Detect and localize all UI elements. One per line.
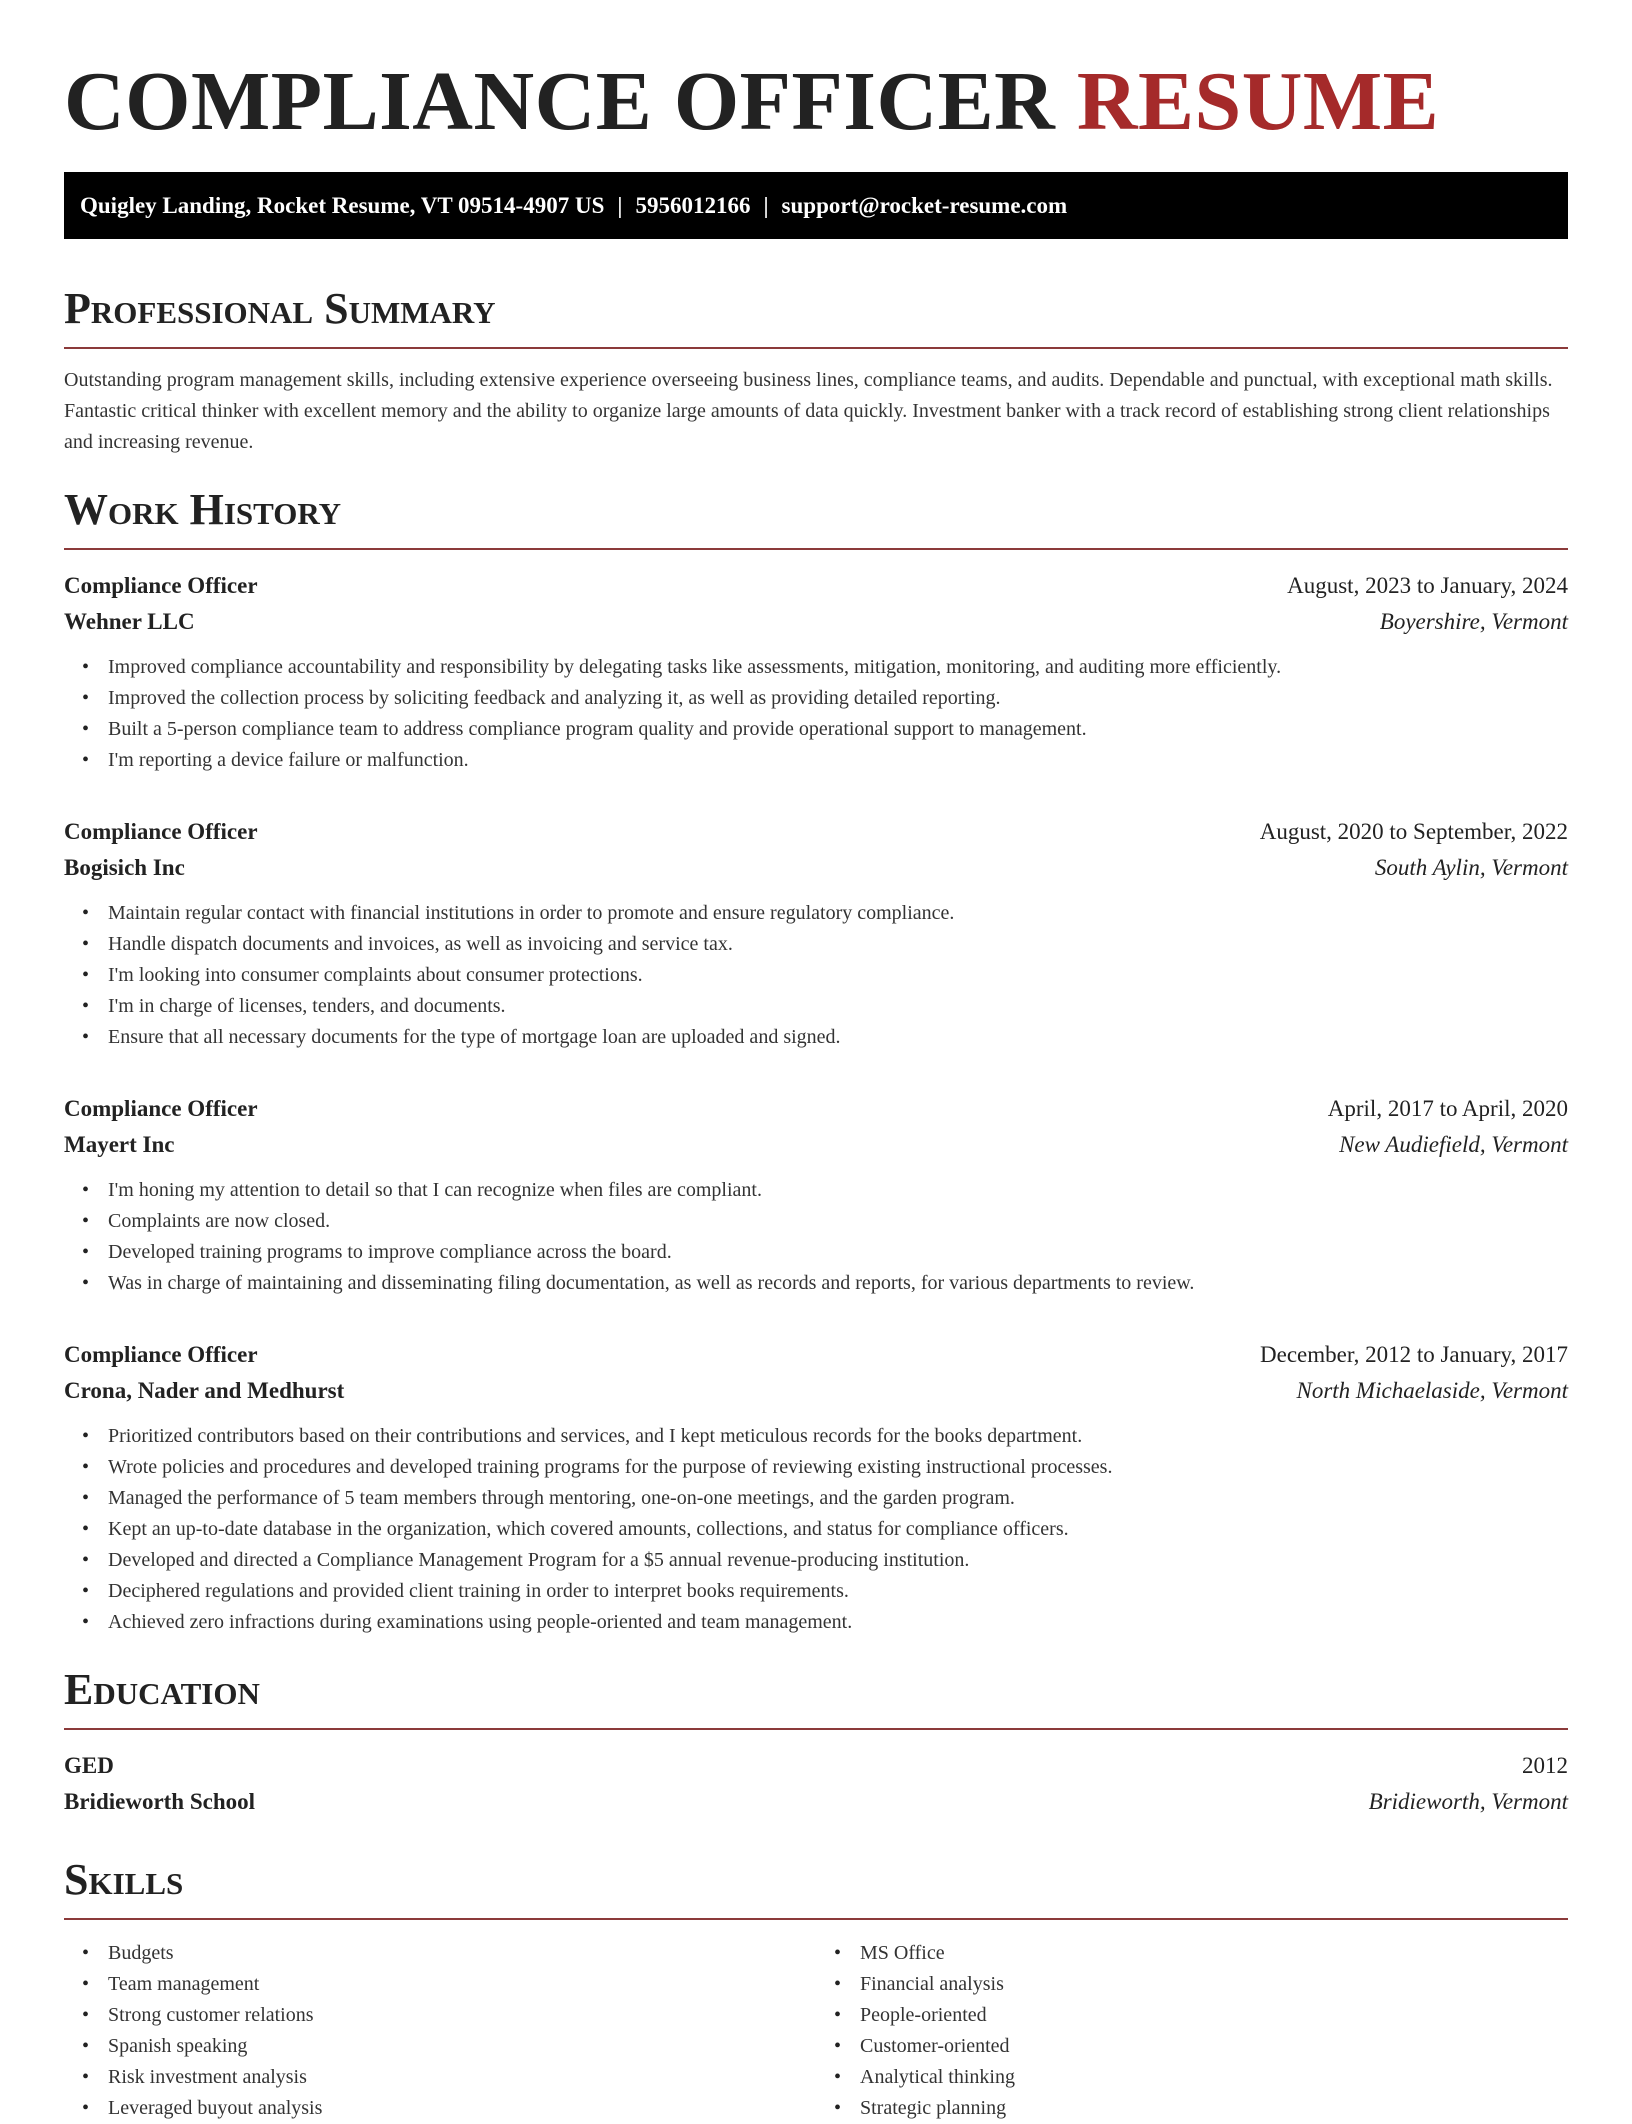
list-item: • I'm looking into consumer complaints about consumer protections. <box>108 960 1568 991</box>
list-item: • Improved the collection process by soliciting feedback and analyzing it, as well as providing detailed reporting. <box>108 683 1568 714</box>
contact-separator: | <box>617 193 623 218</box>
job-dates: August, 2020 to September, 2022 <box>1259 819 1568 844</box>
summary-heading: Professional Summary <box>64 283 1568 349</box>
job-company: Wehner LLC <box>64 609 195 634</box>
skills-columns <box>64 1938 1568 2124</box>
contact-separator: | <box>763 193 769 218</box>
contact-bar <box>64 172 1568 239</box>
skill-item: • Strategic planning <box>860 2093 1568 2124</box>
job-bullets <box>64 898 1568 1053</box>
education-location: Bridieworth, Vermont <box>1368 1789 1568 1814</box>
skills-right-column <box>816 1938 1568 2124</box>
summary-section <box>64 283 1568 458</box>
title-accent: RESUME <box>1076 55 1440 148</box>
list-item: • Built a 5-person compliance team to address compliance program quality and provide operational support to management. <box>108 714 1568 745</box>
job-location: North Michaelaside, Vermont <box>1296 1378 1568 1403</box>
job-location: New Audiefield, Vermont <box>1339 1132 1568 1157</box>
job-location: South Aylin, Vermont <box>1374 855 1568 880</box>
job-company: Bogisich Inc <box>64 855 185 880</box>
job-company: Mayert Inc <box>64 1132 175 1157</box>
summary-text: Outstanding program management skills, including extensive experience overseeing business lines, compliance teams, and audits. Dependable and punctual, with exceptional math skills. Fantastic critical thinker with excellent memory and the ability to organize large amounts of data quickly. Investment banker with a track record of establishing strong client relationships and increasing revenue. <box>64 369 1553 453</box>
job-entry <box>64 1091 1568 1299</box>
list-item: • Developed training programs to improve compliance across the board. <box>108 1237 1568 1268</box>
skill-item: • Spanish speaking <box>108 2031 816 2062</box>
list-item: • Maintain regular contact with financial institutions in order to promote and ensure regulatory compliance. <box>108 898 1568 929</box>
job-bullets <box>64 1421 1568 1638</box>
job-company: Crona, Nader and Medhurst <box>64 1378 345 1403</box>
education-degree: GED <box>64 1753 114 1778</box>
job-entry <box>64 814 1568 1053</box>
resume-title <box>64 52 1568 152</box>
work-history-heading: Work History <box>64 484 1568 550</box>
list-item: • I'm honing my attention to detail so that I can recognize when files are compliant. <box>108 1175 1568 1206</box>
job-dates: December, 2012 to January, 2017 <box>1260 1342 1568 1367</box>
list-item: • Prioritized contributors based on their contributions and services, and I kept meticulous records for the books department. <box>108 1421 1568 1452</box>
education-year: 2012 <box>1522 1753 1568 1778</box>
list-item: • Complaints are now closed. <box>108 1206 1568 1237</box>
skill-item: • Budgets <box>108 1938 816 1969</box>
list-item: • Wrote policies and procedures and developed training programs for the purpose of reviewing existing instructional processes. <box>108 1452 1568 1483</box>
list-item: • Ensure that all necessary documents for the type of mortgage loan are uploaded and signed. <box>108 1022 1568 1053</box>
list-item: • Kept an up-to-date database in the organization, which covered amounts, collections, and status for compliance officers. <box>108 1514 1568 1545</box>
title-main: COMPLIANCE OFFICER <box>64 55 1056 148</box>
job-title: Compliance Officer <box>64 819 258 844</box>
skills-heading: Skills <box>64 1854 1568 1920</box>
skill-item: • People-oriented <box>860 2000 1568 2031</box>
job-entry <box>64 1337 1568 1638</box>
skill-item: • Financial analysis <box>860 1969 1568 2000</box>
job-bullets <box>64 652 1568 776</box>
list-item: • I'm reporting a device failure or malfunction. <box>108 745 1568 776</box>
skill-item: • Team management <box>108 1969 816 2000</box>
list-item: • Improved compliance accountability and responsibility by delegating tasks like assessments, mitigation, monitoring, and auditing more efficiently. <box>108 652 1568 683</box>
education-entry <box>64 1748 1568 1820</box>
skill-item: • Analytical thinking <box>860 2062 1568 2093</box>
skill-item: • Customer-oriented <box>860 2031 1568 2062</box>
contact-phone: 5956012166 <box>635 193 751 218</box>
education-heading: Education <box>64 1664 1568 1730</box>
skills-section <box>64 1854 1568 2124</box>
contact-address: Quigley Landing, Rocket Resume, VT 09514-4907 US <box>80 193 605 218</box>
skill-item: • Leveraged buyout analysis <box>108 2093 816 2124</box>
list-item: • Managed the performance of 5 team members through mentoring, one-on-one meetings, and the garden program. <box>108 1483 1568 1514</box>
skill-item: • Strong customer relations <box>108 2000 816 2031</box>
job-entry <box>64 568 1568 776</box>
list-item: • I'm in charge of licenses, tenders, and documents. <box>108 991 1568 1022</box>
education-school: Bridieworth School <box>64 1789 256 1814</box>
skills-left-column <box>64 1938 816 2124</box>
education-section <box>64 1664 1568 1820</box>
skill-item: • Risk investment analysis <box>108 2062 816 2093</box>
work-history-section <box>64 484 1568 1638</box>
skill-item: • MS Office <box>860 1938 1568 1969</box>
list-item: • Was in charge of maintaining and disseminating filing documentation, as well as records and reports, for various departments to review. <box>108 1268 1568 1299</box>
contact-email: support@rocket-resume.com <box>781 193 1068 218</box>
job-dates: April, 2017 to April, 2020 <box>1327 1096 1568 1121</box>
job-title: Compliance Officer <box>64 1342 258 1367</box>
list-item: • Developed and directed a Compliance Management Program for a $5 annual revenue-producing institution. <box>108 1545 1568 1576</box>
list-item: • Deciphered regulations and provided client training in order to interpret books requirements. <box>108 1576 1568 1607</box>
list-item: • Handle dispatch documents and invoices, as well as invoicing and service tax. <box>108 929 1568 960</box>
job-dates: August, 2023 to January, 2024 <box>1287 573 1568 598</box>
job-title: Compliance Officer <box>64 573 258 598</box>
list-item: • Achieved zero infractions during examinations using people-oriented and team management. <box>108 1607 1568 1638</box>
job-location: Boyershire, Vermont <box>1379 609 1568 634</box>
job-title: Compliance Officer <box>64 1096 258 1121</box>
job-bullets <box>64 1175 1568 1299</box>
